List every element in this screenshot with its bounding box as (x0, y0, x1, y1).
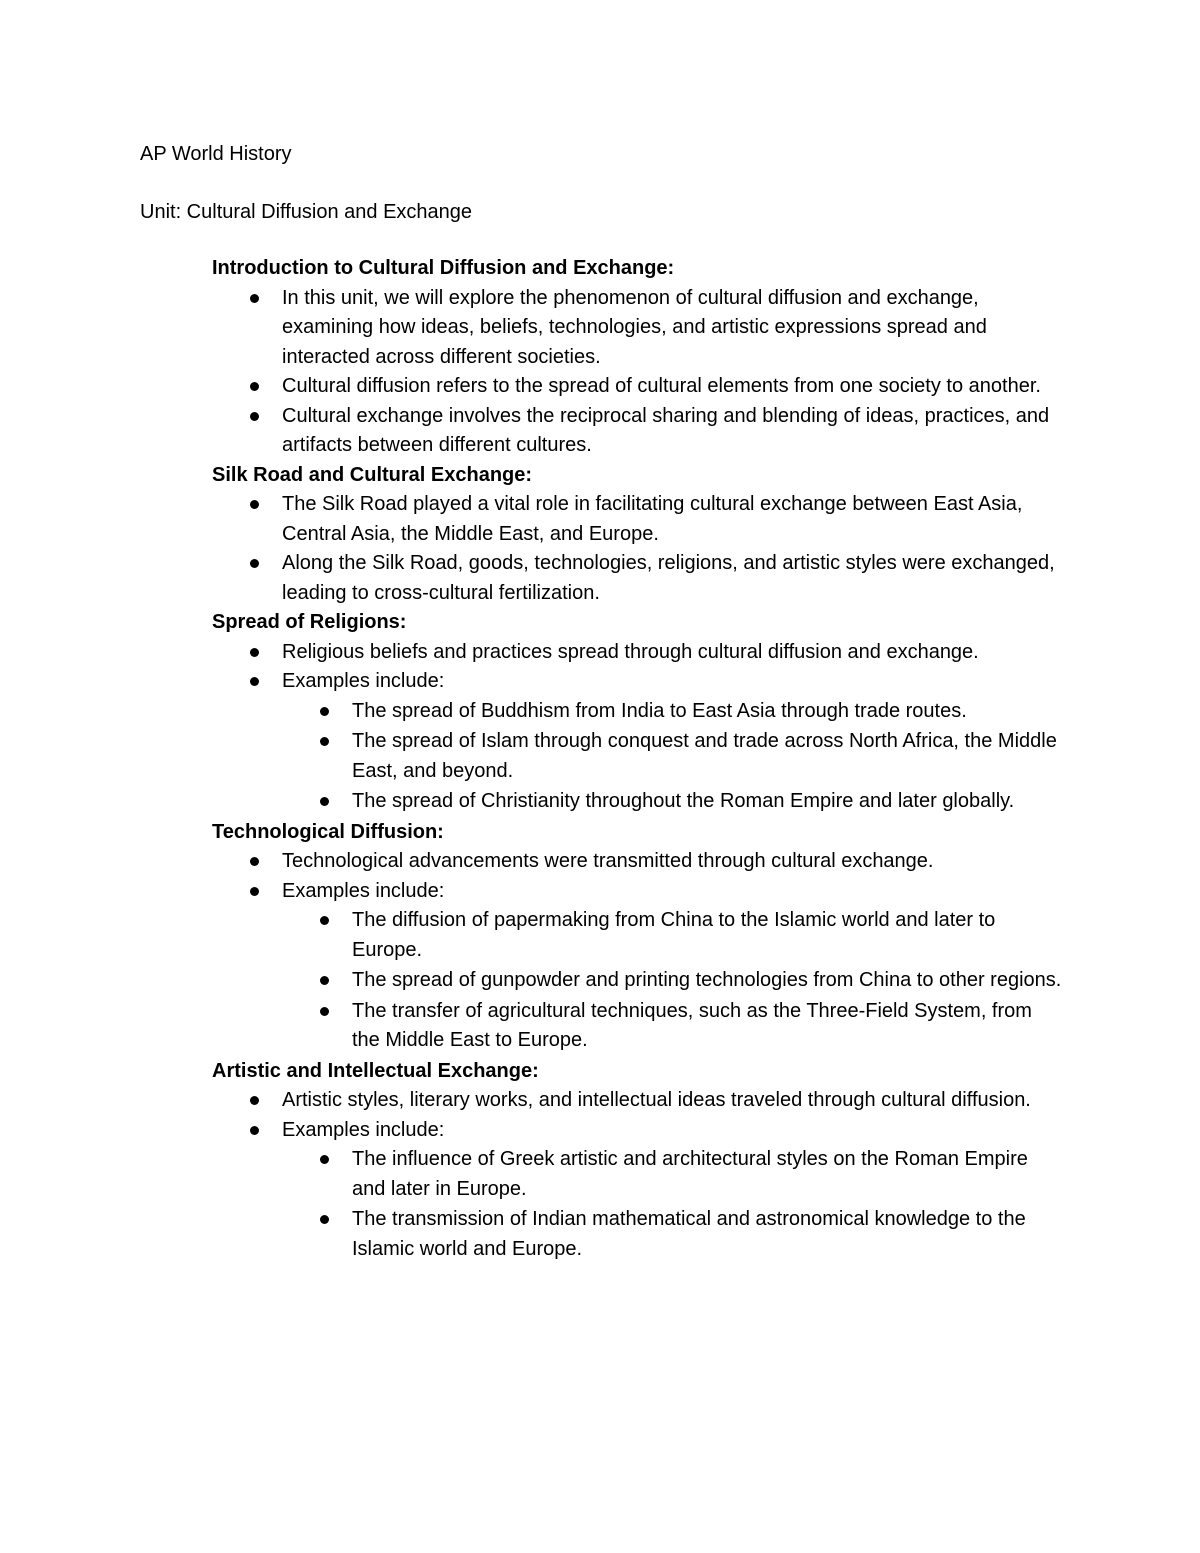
bullet-icon (320, 737, 329, 746)
bullet-icon (250, 294, 259, 303)
bullet-icon (250, 887, 259, 896)
section-technological-diffusion (212, 818, 1062, 1056)
sub-list-item (282, 906, 1062, 965)
bullet-icon (250, 559, 259, 568)
list-item-text: Examples include: (282, 1118, 445, 1141)
bullet-icon (320, 1155, 329, 1164)
list-item-text: Artistic styles, literary works, and intellectual ideas traveled through cultural diffusion. (282, 1089, 1031, 1111)
sub-list-item (282, 966, 1062, 996)
bullet-list (212, 490, 1062, 608)
list-item-text: The Silk Road played a vital role in facilitating cultural exchange between East Asia, Central Asia, the Middle East, and Europe. (282, 493, 1023, 545)
list-item-text: In this unit, we will explore the phenomenon of cultural diffusion and exchange, examining how ideas, beliefs, technologies, and artistic expressions spread and interacted across different societies. (282, 286, 987, 368)
list-item (212, 847, 1062, 877)
bullet-icon (250, 500, 259, 509)
list-item-text: Along the Silk Road, goods, technologies, religions, and artistic styles were exchanged, leading to cross-cultural fertilization. (282, 552, 1055, 604)
section-heading: Spread of Religions: (212, 611, 407, 633)
document-unit-heading: Unit: Cultural Diffusion and Exchange (140, 201, 473, 223)
section-heading: Introduction to Cultural Diffusion and Exchange: (212, 257, 675, 279)
bullet-icon (320, 976, 329, 985)
section-heading: Silk Road and Cultural Exchange: (212, 463, 533, 486)
list-item (212, 1086, 1062, 1116)
list-item-text: Cultural exchange involves the reciprocal sharing and blending of ideas, practices, and artifacts between different cultures. (282, 404, 1050, 456)
bullet-icon (250, 857, 259, 866)
list-item (212, 490, 1062, 549)
list-item-text: Religious beliefs and practices spread through cultural diffusion and exchange. (282, 640, 979, 663)
section-spread-of-religions (212, 608, 1062, 817)
section-heading: Technological Diffusion: (212, 820, 444, 843)
sub-list-item-text: The transmission of Indian mathematical and astronomical knowledge to the Islamic world and Europe. (352, 1208, 1026, 1260)
list-item-text: Cultural diffusion refers to the spread of cultural elements from one society to another. (282, 375, 1041, 397)
sub-bullet-list (282, 1145, 1062, 1264)
bullet-icon (250, 382, 259, 391)
list-item-text: Technological advancements were transmitted through cultural exchange. (282, 850, 934, 872)
list-item (212, 1116, 1062, 1265)
sub-list-item-text: The spread of Islam through conquest and trade across North Africa, the Middle East, and beyond. (352, 730, 1057, 782)
list-item (212, 284, 1062, 373)
list-item-text: Examples include: (282, 670, 445, 692)
bullet-icon (250, 1126, 259, 1135)
bullet-icon (320, 797, 329, 806)
sub-list-item-text: The spread of gunpowder and printing technologies from China to other regions. (352, 969, 1062, 991)
bullet-icon (320, 916, 329, 925)
list-item (212, 638, 1062, 668)
bullet-list (212, 284, 1062, 461)
sub-list-item-text: The diffusion of papermaking from China to the Islamic world and later to Europe. (352, 909, 996, 961)
bullet-list (212, 1086, 1062, 1264)
bullet-icon (250, 648, 259, 657)
sub-bullet-list (282, 697, 1062, 817)
sub-list-item (282, 697, 1062, 727)
list-item (212, 372, 1062, 402)
sub-list-item (282, 727, 1062, 786)
bullet-icon (250, 1096, 259, 1105)
section-introduction (212, 254, 1062, 461)
sub-list-item-text: The spread of Christianity throughout the Roman Empire and later globally. (352, 790, 1015, 812)
document-title: AP World History (140, 143, 292, 165)
list-item (212, 667, 1062, 817)
section-heading: Artistic and Intellectual Exchange: (212, 1059, 539, 1082)
sub-bullet-list (282, 906, 1062, 1056)
bullet-list (212, 847, 1062, 1056)
sub-list-item (282, 1145, 1062, 1204)
bullet-icon (320, 1215, 329, 1224)
sub-list-item-text: The spread of Buddhism from India to East Asia through trade routes. (352, 699, 967, 722)
sub-list-item-text: The transfer of agricultural techniques, such as the Three-Field System, from the Middle East to Europe. (352, 999, 1032, 1051)
bullet-list (212, 638, 1062, 817)
section-silk-road (212, 461, 1062, 609)
bullet-icon (320, 1007, 329, 1016)
sub-list-item-text: The influence of Greek artistic and architectural styles on the Roman Empire and later in Europe. (352, 1148, 1028, 1200)
list-item (212, 877, 1062, 1056)
bullet-icon (250, 677, 259, 686)
sub-list-item (282, 997, 1062, 1056)
sub-list-item (282, 787, 1062, 817)
list-item (212, 549, 1062, 608)
list-item-text: Examples include: (282, 879, 445, 902)
list-item (212, 402, 1062, 461)
bullet-icon (320, 707, 329, 716)
sub-list-item (282, 1205, 1062, 1264)
section-artistic-intellectual-exchange (212, 1057, 1062, 1265)
bullet-icon (250, 412, 259, 421)
notes-content (212, 254, 1062, 1265)
